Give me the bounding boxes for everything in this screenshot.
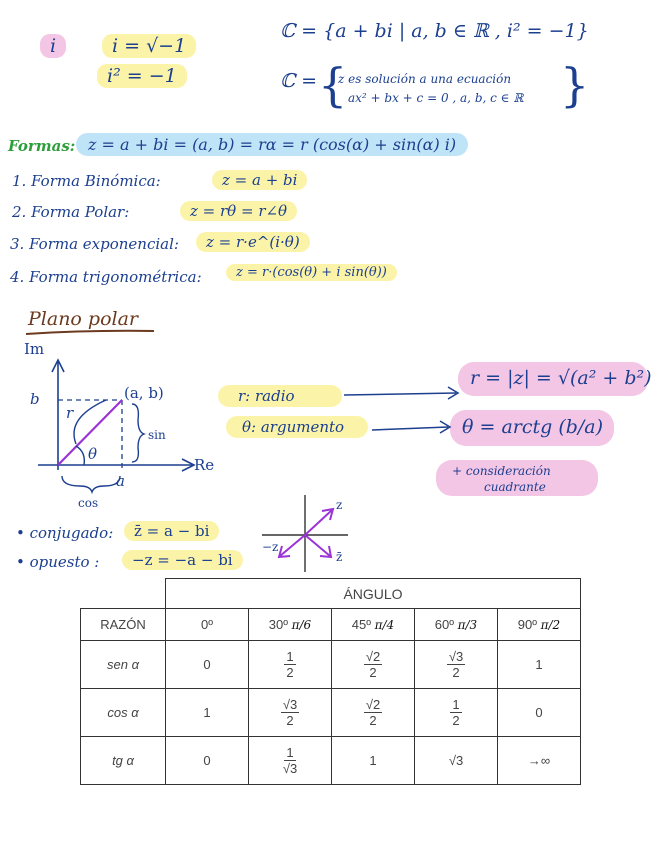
table-cell: 0 — [166, 641, 249, 689]
argumento-arrow — [372, 427, 448, 430]
angle-header — [498, 609, 581, 641]
angle-header — [249, 609, 332, 641]
i-definition-root: i = √−1 — [102, 34, 196, 58]
row-label: cos α — [81, 689, 166, 737]
conjugado-label: • conjugado: — [16, 524, 114, 542]
fraction-numerator: 1 — [286, 745, 294, 760]
theta-formula: θ = arctg (b/a) — [462, 416, 604, 438]
opuesto-label: • opuesto : — [16, 553, 100, 571]
table-cell: 1 — [332, 737, 415, 785]
razon-header: RAZÓN — [81, 609, 166, 641]
fraction — [283, 745, 297, 776]
z-vector — [305, 510, 332, 535]
minus-z-vector — [280, 535, 305, 556]
angle-radian-tag: π/6 — [291, 618, 312, 632]
forma-trigonometrica-value: z = r·(cos(θ) + i sin(θ)) — [226, 264, 397, 281]
radio-label: r: radio — [238, 387, 295, 405]
forma-polar-label: 2. Forma Polar: — [12, 203, 130, 221]
z-bar-vector — [305, 535, 330, 556]
im-axis-label: Im — [24, 340, 45, 358]
r-formula: r = |z| = √(a² + b²) — [470, 367, 652, 389]
trig-table — [80, 578, 581, 785]
table-cell: 0 — [166, 737, 249, 785]
angle-header — [166, 609, 249, 641]
opuesto-value: −z = −a − bi — [122, 550, 243, 570]
fraction-denominator: 2 — [286, 713, 294, 728]
fraction-denominator: 2 — [369, 665, 377, 680]
cos-label: cos — [78, 496, 99, 510]
complex-set-roots-line1: z es solución a una ecuación — [338, 72, 512, 86]
forma-binomica-value: z = a + bi — [212, 170, 307, 190]
theta-arc — [76, 446, 84, 465]
table-cell: →∞ — [498, 737, 581, 785]
table-cell — [249, 641, 332, 689]
fraction-numerator: √2 — [365, 649, 381, 664]
table-cell — [249, 737, 332, 785]
table-cell: √3 — [415, 737, 498, 785]
theta-label: θ — [88, 445, 98, 463]
angle-header — [415, 609, 498, 641]
table-row — [81, 689, 581, 737]
angle-radian-tag: π/2 — [540, 618, 561, 632]
fraction-numerator: √2 — [365, 697, 381, 712]
title-underline — [26, 331, 154, 334]
fraction-numerator: 1 — [286, 649, 294, 664]
table-row — [81, 641, 581, 689]
i-definition-square: i² = −1 — [97, 64, 187, 88]
sin-label: sin — [148, 428, 166, 442]
r-label: r — [66, 404, 74, 422]
z-label: z — [336, 498, 343, 512]
right-brace-icon: } — [560, 58, 590, 112]
fraction-denominator: 2 — [452, 665, 460, 680]
sin-brace — [132, 404, 144, 462]
fraction — [364, 649, 382, 680]
a-label: a — [116, 472, 125, 490]
fraction-denominator: 2 — [369, 713, 377, 728]
fraction-denominator: √3 — [282, 761, 298, 776]
note-line2: cuadrante — [484, 480, 546, 494]
table-cell — [332, 641, 415, 689]
fraction-denominator: 2 — [286, 665, 294, 680]
fraction — [447, 649, 465, 680]
table-cell: 1 — [166, 689, 249, 737]
forma-trigonometrica-label: 4. Forma trigonométrica: — [10, 268, 202, 286]
forma-exponencial-label: 3. Forma exponencial: — [10, 235, 179, 253]
table-cell — [415, 641, 498, 689]
fraction-numerator: 1 — [452, 697, 460, 712]
table-row — [81, 737, 581, 785]
angle-deg: 90º — [517, 617, 537, 632]
note-line1: + consideración — [452, 464, 551, 478]
complex-set-roots-prefix: ℂ = — [280, 70, 318, 92]
fraction — [284, 649, 295, 680]
formas-main-equation: z = a + bi = (a, b) = rα = r (cos(α) + sin(α) i) — [76, 133, 468, 156]
table-cell — [249, 689, 332, 737]
fraction-numerator: √3 — [448, 649, 464, 664]
angle-radian-tag: π/3 — [457, 618, 478, 632]
conjugado-value: z̄ = a − bi — [124, 521, 219, 541]
point-label: (a, b) — [124, 384, 164, 402]
table-cell: 0 — [498, 689, 581, 737]
radio-arrow — [344, 393, 456, 395]
fraction-denominator: 2 — [452, 713, 460, 728]
angle-radian-tag: π/4 — [374, 618, 395, 632]
angle-deg: 30º — [268, 617, 288, 632]
row-label: tg α — [81, 737, 166, 785]
table-cell — [332, 689, 415, 737]
cos-brace — [62, 476, 120, 492]
plano-polar-title: Plano polar — [28, 308, 138, 330]
angulo-header: ÁNGULO — [166, 579, 581, 609]
angle-deg: 60º — [434, 617, 454, 632]
left-brace-icon: { — [318, 58, 348, 112]
forma-polar-value: z = rθ = r∠θ — [180, 201, 297, 221]
minus-z-label: −z — [262, 540, 279, 554]
fraction — [364, 697, 382, 728]
b-label: b — [30, 390, 40, 408]
z-bar-label: z̄ — [336, 550, 343, 564]
i-symbol: i — [40, 34, 66, 58]
forma-binomica-label: 1. Forma Binómica: — [12, 172, 161, 190]
fraction — [450, 697, 461, 728]
formas-label: Formas: — [8, 137, 76, 155]
row-label: sen α — [81, 641, 166, 689]
angles-header-row — [81, 609, 581, 641]
angle-deg: 0º — [201, 617, 213, 632]
angle-header — [332, 609, 415, 641]
table-cell: 1 — [498, 641, 581, 689]
table-corner — [81, 579, 166, 609]
table-cell — [415, 689, 498, 737]
fraction — [281, 697, 299, 728]
re-axis-label: Re — [194, 456, 215, 474]
fraction-numerator: √3 — [282, 697, 298, 712]
angle-deg: 45º — [351, 617, 371, 632]
complex-set-roots-line2: ax² + bx + c = 0 , a, b, c ∈ ℝ — [348, 91, 524, 105]
argumento-label: θ: argumento — [242, 418, 345, 436]
forma-exponencial-value: z = r·e^(i·θ) — [196, 232, 310, 252]
complex-set-definition: ℂ = {a + bi | a, b ∈ ℝ , i² = −1} — [280, 20, 589, 42]
